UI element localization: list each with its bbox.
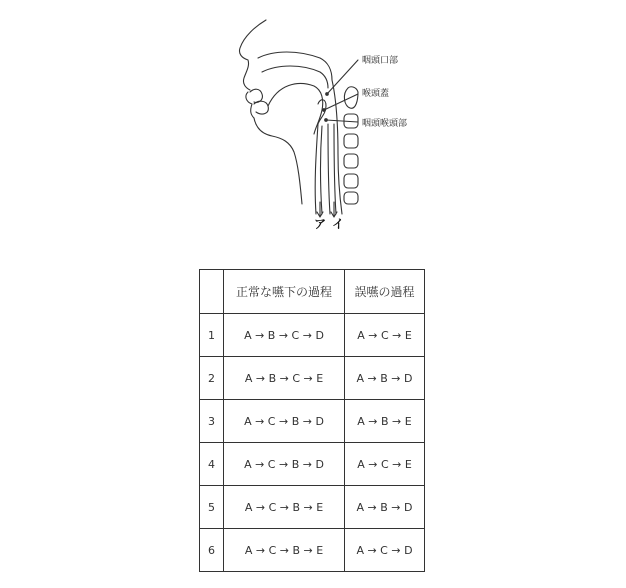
aspiration-sequence: A → B → E (345, 400, 425, 443)
normal-sequence: A → C → B → D (224, 443, 345, 486)
arrow-label-a: ア (314, 217, 327, 231)
table-row[interactable] (200, 400, 425, 443)
answer-choices-table (199, 269, 425, 572)
choice-number: 5 (200, 486, 224, 529)
aspiration-sequence: A → C → D (345, 529, 425, 572)
table-row[interactable] (200, 314, 425, 357)
normal-sequence: A → B → C → D (224, 314, 345, 357)
table-row[interactable] (200, 357, 425, 400)
normal-sequence: A → C → B → E (224, 486, 345, 529)
table-row[interactable] (200, 486, 425, 529)
arrow-label-i: イ (332, 217, 345, 231)
table-header-row (200, 270, 425, 314)
choice-number: 6 (200, 529, 224, 572)
label-epiglottis: 喉頭蓋 (362, 89, 390, 99)
choice-number: 2 (200, 357, 224, 400)
table-row[interactable] (200, 529, 425, 572)
normal-sequence: A → C → B → E (224, 529, 345, 572)
header-aspiration: 誤嚥の過程 (345, 270, 425, 314)
throat-diagram (228, 14, 428, 234)
normal-sequence: A → C → B → D (224, 400, 345, 443)
aspiration-sequence: A → C → E (345, 443, 425, 486)
label-laryngopharynx: 咽頭喉頭部 (362, 119, 408, 129)
header-normal-swallowing: 正常な嚥下の過程 (224, 270, 345, 314)
normal-sequence: A → B → C → E (224, 357, 345, 400)
header-number (200, 270, 224, 314)
choice-number: 3 (200, 400, 224, 443)
table-row[interactable] (200, 443, 425, 486)
aspiration-sequence: A → B → D (345, 486, 425, 529)
label-oropharynx: 咽頭口部 (362, 56, 399, 66)
aspiration-sequence: A → B → D (345, 357, 425, 400)
choice-number: 4 (200, 443, 224, 486)
aspiration-sequence: A → C → E (345, 314, 425, 357)
choice-number: 1 (200, 314, 224, 357)
